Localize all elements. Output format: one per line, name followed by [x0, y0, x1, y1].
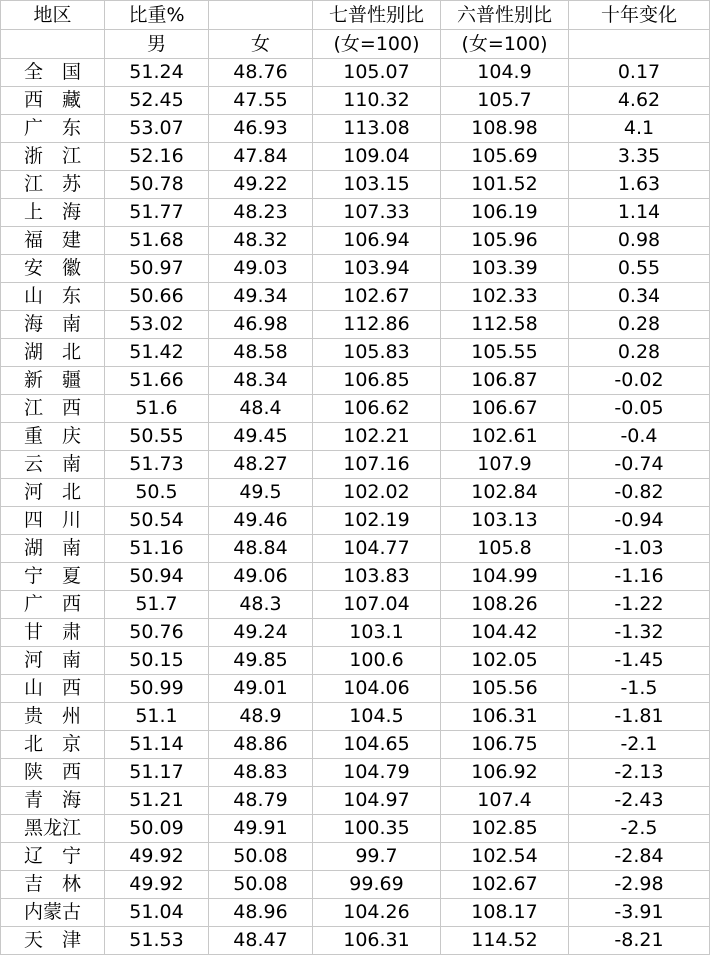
cell-change[interactable]: 0.17	[569, 59, 710, 87]
cell-region[interactable]: 青 海	[1, 787, 105, 815]
cell-female[interactable]: 49.01	[209, 675, 313, 703]
cell-ratio7[interactable]: 100.35	[313, 815, 441, 843]
cell-ratio6[interactable]: 106.92	[441, 759, 569, 787]
cell-region[interactable]: 山 东	[1, 283, 105, 311]
table-row	[1, 479, 710, 507]
cell-ratio7[interactable]: 102.19	[313, 507, 441, 535]
table-body	[1, 1, 710, 955]
cell-male[interactable]: 50.99	[105, 675, 209, 703]
cell-female[interactable]: 48.83	[209, 759, 313, 787]
table-row	[1, 563, 710, 591]
cell-ratio7[interactable]: 107.16	[313, 451, 441, 479]
cell-region[interactable]: 山 西	[1, 675, 105, 703]
cell-female[interactable]: 48.23	[209, 199, 313, 227]
cell-ratio7[interactable]: 102.67	[313, 283, 441, 311]
cell-male[interactable]: 50.76	[105, 619, 209, 647]
cell-change[interactable]: -1.16	[569, 563, 710, 591]
cell-ratio7[interactable]: 106.62	[313, 395, 441, 423]
cell-male[interactable]: 53.02	[105, 311, 209, 339]
cell-ratio6[interactable]: 104.9	[441, 59, 569, 87]
cell-change[interactable]: -0.4	[569, 423, 710, 451]
cell-male[interactable]: 50.54	[105, 507, 209, 535]
cell-region[interactable]: 江 苏	[1, 171, 105, 199]
cell-female[interactable]: 49.85	[209, 647, 313, 675]
cell-change[interactable]: 0.28	[569, 311, 710, 339]
table-row	[1, 143, 710, 171]
cell-ratio6[interactable]: 105.55	[441, 339, 569, 367]
cell-ratio7[interactable]: 113.08	[313, 115, 441, 143]
cell-change[interactable]: -0.82	[569, 479, 710, 507]
cell-region[interactable]: 福 建	[1, 227, 105, 255]
cell-ratio7[interactable]: 102.21	[313, 423, 441, 451]
cell-change[interactable]: -0.02	[569, 367, 710, 395]
header-cell-ratio7[interactable]: 七普性别比	[313, 1, 441, 30]
cell-ratio6[interactable]: 104.99	[441, 563, 569, 591]
cell-female[interactable]: 48.86	[209, 731, 313, 759]
cell-ratio7[interactable]: 106.94	[313, 227, 441, 255]
cell-ratio6[interactable]: 108.98	[441, 115, 569, 143]
cell-male[interactable]: 52.16	[105, 143, 209, 171]
cell-change[interactable]: 0.55	[569, 255, 710, 283]
cell-female[interactable]: 48.76	[209, 59, 313, 87]
cell-region[interactable]: 广 西	[1, 591, 105, 619]
cell-ratio7[interactable]: 106.85	[313, 367, 441, 395]
header-cell-change[interactable]: 十年变化	[569, 1, 710, 30]
cell-female[interactable]: 49.22	[209, 171, 313, 199]
header-cell-ratio7-unit[interactable]: (女=100)	[313, 30, 441, 59]
table-row	[1, 367, 710, 395]
cell-ratio6[interactable]: 112.58	[441, 311, 569, 339]
header-cell-region[interactable]: 地区	[1, 1, 105, 30]
cell-region[interactable]: 贵 州	[1, 703, 105, 731]
cell-ratio7[interactable]: 104.77	[313, 535, 441, 563]
cell-male[interactable]: 51.14	[105, 731, 209, 759]
cell-male[interactable]: 50.94	[105, 563, 209, 591]
cell-ratio6[interactable]: 107.9	[441, 451, 569, 479]
cell-ratio7[interactable]: 104.65	[313, 731, 441, 759]
cell-female[interactable]: 48.79	[209, 787, 313, 815]
cell-change[interactable]: 1.14	[569, 199, 710, 227]
cell-male[interactable]: 51.42	[105, 339, 209, 367]
cell-ratio7[interactable]: 104.06	[313, 675, 441, 703]
cell-ratio6[interactable]: 114.52	[441, 927, 569, 955]
cell-ratio6[interactable]: 105.56	[441, 675, 569, 703]
cell-change[interactable]: 0.28	[569, 339, 710, 367]
cell-change[interactable]: 3.35	[569, 143, 710, 171]
table-row	[1, 703, 710, 731]
table-row	[1, 675, 710, 703]
table-row	[1, 255, 710, 283]
cell-ratio7[interactable]: 105.07	[313, 59, 441, 87]
cell-ratio6[interactable]: 108.26	[441, 591, 569, 619]
cell-ratio7[interactable]: 107.33	[313, 199, 441, 227]
cell-male[interactable]: 51.66	[105, 367, 209, 395]
table-row	[1, 311, 710, 339]
cell-male[interactable]: 50.5	[105, 479, 209, 507]
cell-region[interactable]: 湖 北	[1, 339, 105, 367]
header-row-2	[1, 30, 710, 59]
cell-change[interactable]: -0.05	[569, 395, 710, 423]
cell-male[interactable]: 51.16	[105, 535, 209, 563]
cell-male[interactable]: 51.7	[105, 591, 209, 619]
cell-change[interactable]: 0.98	[569, 227, 710, 255]
cell-change[interactable]: 4.1	[569, 115, 710, 143]
cell-ratio6[interactable]: 102.84	[441, 479, 569, 507]
cell-ratio7[interactable]: 112.86	[313, 311, 441, 339]
cell-ratio6[interactable]: 107.4	[441, 787, 569, 815]
table-row	[1, 843, 710, 871]
cell-change[interactable]: -2.1	[569, 731, 710, 759]
cell-female[interactable]: 48.96	[209, 899, 313, 927]
cell-ratio7[interactable]: 107.04	[313, 591, 441, 619]
cell-change[interactable]: -2.5	[569, 815, 710, 843]
cell-male[interactable]: 52.45	[105, 87, 209, 115]
cell-region[interactable]: 西 藏	[1, 87, 105, 115]
cell-ratio7[interactable]: 106.31	[313, 927, 441, 955]
cell-region[interactable]: 北 京	[1, 731, 105, 759]
cell-change[interactable]: 4.62	[569, 87, 710, 115]
cell-change[interactable]: -2.13	[569, 759, 710, 787]
cell-ratio6[interactable]: 106.75	[441, 731, 569, 759]
cell-female[interactable]: 46.98	[209, 311, 313, 339]
cell-ratio6[interactable]: 102.33	[441, 283, 569, 311]
header-cell-share[interactable]: 比重%	[105, 1, 209, 30]
cell-ratio6[interactable]: 105.96	[441, 227, 569, 255]
cell-ratio7[interactable]: 104.26	[313, 899, 441, 927]
cell-change[interactable]: 1.63	[569, 171, 710, 199]
cell-ratio6[interactable]: 106.87	[441, 367, 569, 395]
cell-ratio6[interactable]: 106.31	[441, 703, 569, 731]
cell-ratio7[interactable]: 100.6	[313, 647, 441, 675]
cell-ratio7[interactable]: 109.04	[313, 143, 441, 171]
cell-region[interactable]: 河 北	[1, 479, 105, 507]
table-row	[1, 199, 710, 227]
cell-change[interactable]: 0.34	[569, 283, 710, 311]
cell-change[interactable]: -1.81	[569, 703, 710, 731]
cell-ratio6[interactable]: 102.61	[441, 423, 569, 451]
table-row	[1, 787, 710, 815]
cell-change[interactable]: -2.98	[569, 871, 710, 899]
cell-female[interactable]: 50.08	[209, 843, 313, 871]
table-row	[1, 59, 710, 87]
cell-female[interactable]: 48.4	[209, 395, 313, 423]
cell-female[interactable]: 50.08	[209, 871, 313, 899]
cell-female[interactable]: 49.91	[209, 815, 313, 843]
cell-female[interactable]: 49.03	[209, 255, 313, 283]
cell-female[interactable]: 49.06	[209, 563, 313, 591]
cell-change[interactable]: -3.91	[569, 899, 710, 927]
cell-region[interactable]: 新 疆	[1, 367, 105, 395]
table-row	[1, 899, 710, 927]
cell-male[interactable]: 50.09	[105, 815, 209, 843]
cell-male[interactable]: 49.92	[105, 871, 209, 899]
cell-region[interactable]: 黑龙江	[1, 815, 105, 843]
cell-female[interactable]: 48.9	[209, 703, 313, 731]
cell-female[interactable]: 47.84	[209, 143, 313, 171]
cell-ratio6[interactable]: 108.17	[441, 899, 569, 927]
header-cell-female[interactable]: 女	[209, 30, 313, 59]
cell-female[interactable]: 48.47	[209, 927, 313, 955]
cell-female[interactable]: 49.34	[209, 283, 313, 311]
header-cell-empty[interactable]	[1, 30, 105, 59]
header-cell-male[interactable]: 男	[105, 30, 209, 59]
cell-ratio6[interactable]: 101.52	[441, 171, 569, 199]
cell-region[interactable]: 四 川	[1, 507, 105, 535]
cell-region[interactable]: 辽 宁	[1, 843, 105, 871]
cell-female[interactable]: 48.84	[209, 535, 313, 563]
cell-female[interactable]: 48.32	[209, 227, 313, 255]
cell-region[interactable]: 陕 西	[1, 759, 105, 787]
cell-ratio7[interactable]: 104.79	[313, 759, 441, 787]
cell-region[interactable]: 广 东	[1, 115, 105, 143]
table-row	[1, 731, 710, 759]
cell-region[interactable]: 全 国	[1, 59, 105, 87]
cell-change[interactable]: -1.32	[569, 619, 710, 647]
cell-female[interactable]: 48.58	[209, 339, 313, 367]
header-cell-ratio6[interactable]: 六普性别比	[441, 1, 569, 30]
cell-female[interactable]: 49.46	[209, 507, 313, 535]
cell-female[interactable]: 48.3	[209, 591, 313, 619]
cell-region[interactable]: 河 南	[1, 647, 105, 675]
cell-female[interactable]: 49.45	[209, 423, 313, 451]
cell-region[interactable]: 宁 夏	[1, 563, 105, 591]
cell-change[interactable]: -1.5	[569, 675, 710, 703]
cell-region[interactable]: 安 徽	[1, 255, 105, 283]
cell-ratio6[interactable]: 102.54	[441, 843, 569, 871]
cell-ratio6[interactable]: 102.05	[441, 647, 569, 675]
cell-female[interactable]: 49.5	[209, 479, 313, 507]
cell-change[interactable]: -1.03	[569, 535, 710, 563]
cell-region[interactable]: 江 西	[1, 395, 105, 423]
cell-male[interactable]: 51.53	[105, 927, 209, 955]
cell-change[interactable]: -0.74	[569, 451, 710, 479]
cell-change[interactable]: -0.94	[569, 507, 710, 535]
cell-ratio7[interactable]: 102.02	[313, 479, 441, 507]
cell-ratio7[interactable]: 103.1	[313, 619, 441, 647]
header-cell-ratio6-unit[interactable]: (女=100)	[441, 30, 569, 59]
cell-male[interactable]: 51.24	[105, 59, 209, 87]
cell-ratio6[interactable]: 105.8	[441, 535, 569, 563]
cell-male[interactable]: 50.66	[105, 283, 209, 311]
cell-ratio6[interactable]: 105.7	[441, 87, 569, 115]
cell-male[interactable]: 50.97	[105, 255, 209, 283]
table-row	[1, 171, 710, 199]
cell-ratio6[interactable]: 102.67	[441, 871, 569, 899]
cell-male[interactable]: 50.55	[105, 423, 209, 451]
cell-ratio6[interactable]: 104.42	[441, 619, 569, 647]
header-cell-empty[interactable]	[569, 30, 710, 59]
cell-region[interactable]: 海 南	[1, 311, 105, 339]
table-row	[1, 619, 710, 647]
cell-male[interactable]: 51.73	[105, 451, 209, 479]
cell-ratio7[interactable]: 104.5	[313, 703, 441, 731]
cell-region[interactable]: 天 津	[1, 927, 105, 955]
cell-male[interactable]: 51.1	[105, 703, 209, 731]
table-row	[1, 591, 710, 619]
cell-change[interactable]: -2.43	[569, 787, 710, 815]
cell-female[interactable]: 46.93	[209, 115, 313, 143]
cell-change[interactable]: -8.21	[569, 927, 710, 955]
cell-region[interactable]: 湖 南	[1, 535, 105, 563]
cell-ratio7[interactable]: 104.97	[313, 787, 441, 815]
table-row	[1, 283, 710, 311]
cell-ratio7[interactable]: 110.32	[313, 87, 441, 115]
cell-ratio7[interactable]: 103.83	[313, 563, 441, 591]
table-row	[1, 759, 710, 787]
cell-region[interactable]: 吉 林	[1, 871, 105, 899]
table-row	[1, 507, 710, 535]
cell-ratio6[interactable]: 103.39	[441, 255, 569, 283]
table-row	[1, 115, 710, 143]
cell-change[interactable]: -1.22	[569, 591, 710, 619]
cell-ratio6[interactable]: 106.67	[441, 395, 569, 423]
cell-region[interactable]: 甘 肃	[1, 619, 105, 647]
cell-ratio6[interactable]: 105.69	[441, 143, 569, 171]
cell-region[interactable]: 浙 江	[1, 143, 105, 171]
table-row	[1, 927, 710, 955]
cell-female[interactable]: 47.55	[209, 87, 313, 115]
cell-ratio7[interactable]: 99.69	[313, 871, 441, 899]
cell-region[interactable]: 云 南	[1, 451, 105, 479]
cell-ratio6[interactable]: 102.85	[441, 815, 569, 843]
table-row	[1, 339, 710, 367]
cell-male[interactable]: 51.17	[105, 759, 209, 787]
table-row	[1, 535, 710, 563]
cell-male[interactable]: 51.04	[105, 899, 209, 927]
cell-female[interactable]: 48.27	[209, 451, 313, 479]
cell-region[interactable]: 上 海	[1, 199, 105, 227]
table-row	[1, 395, 710, 423]
cell-female[interactable]: 48.34	[209, 367, 313, 395]
table-row	[1, 423, 710, 451]
cell-male[interactable]: 51.21	[105, 787, 209, 815]
cell-ratio6[interactable]: 106.19	[441, 199, 569, 227]
cell-ratio6[interactable]: 103.13	[441, 507, 569, 535]
cell-male[interactable]: 51.68	[105, 227, 209, 255]
table-row	[1, 451, 710, 479]
cell-ratio7[interactable]: 103.94	[313, 255, 441, 283]
header-row-1	[1, 1, 710, 30]
table-row	[1, 815, 710, 843]
cell-ratio7[interactable]: 99.7	[313, 843, 441, 871]
cell-male[interactable]: 49.92	[105, 843, 209, 871]
table-row	[1, 87, 710, 115]
cell-male[interactable]: 51.6	[105, 395, 209, 423]
table-row	[1, 647, 710, 675]
cell-region[interactable]: 重 庆	[1, 423, 105, 451]
cell-male[interactable]: 51.77	[105, 199, 209, 227]
cell-change[interactable]: -1.45	[569, 647, 710, 675]
cell-male[interactable]: 50.15	[105, 647, 209, 675]
cell-ratio7[interactable]: 105.83	[313, 339, 441, 367]
table-row	[1, 227, 710, 255]
cell-male[interactable]: 53.07	[105, 115, 209, 143]
cell-female[interactable]: 49.24	[209, 619, 313, 647]
cell-change[interactable]: -2.84	[569, 843, 710, 871]
table-row	[1, 871, 710, 899]
cell-region[interactable]: 内蒙古	[1, 899, 105, 927]
cell-male[interactable]: 50.78	[105, 171, 209, 199]
header-cell-empty[interactable]	[209, 1, 313, 30]
cell-ratio7[interactable]: 103.15	[313, 171, 441, 199]
